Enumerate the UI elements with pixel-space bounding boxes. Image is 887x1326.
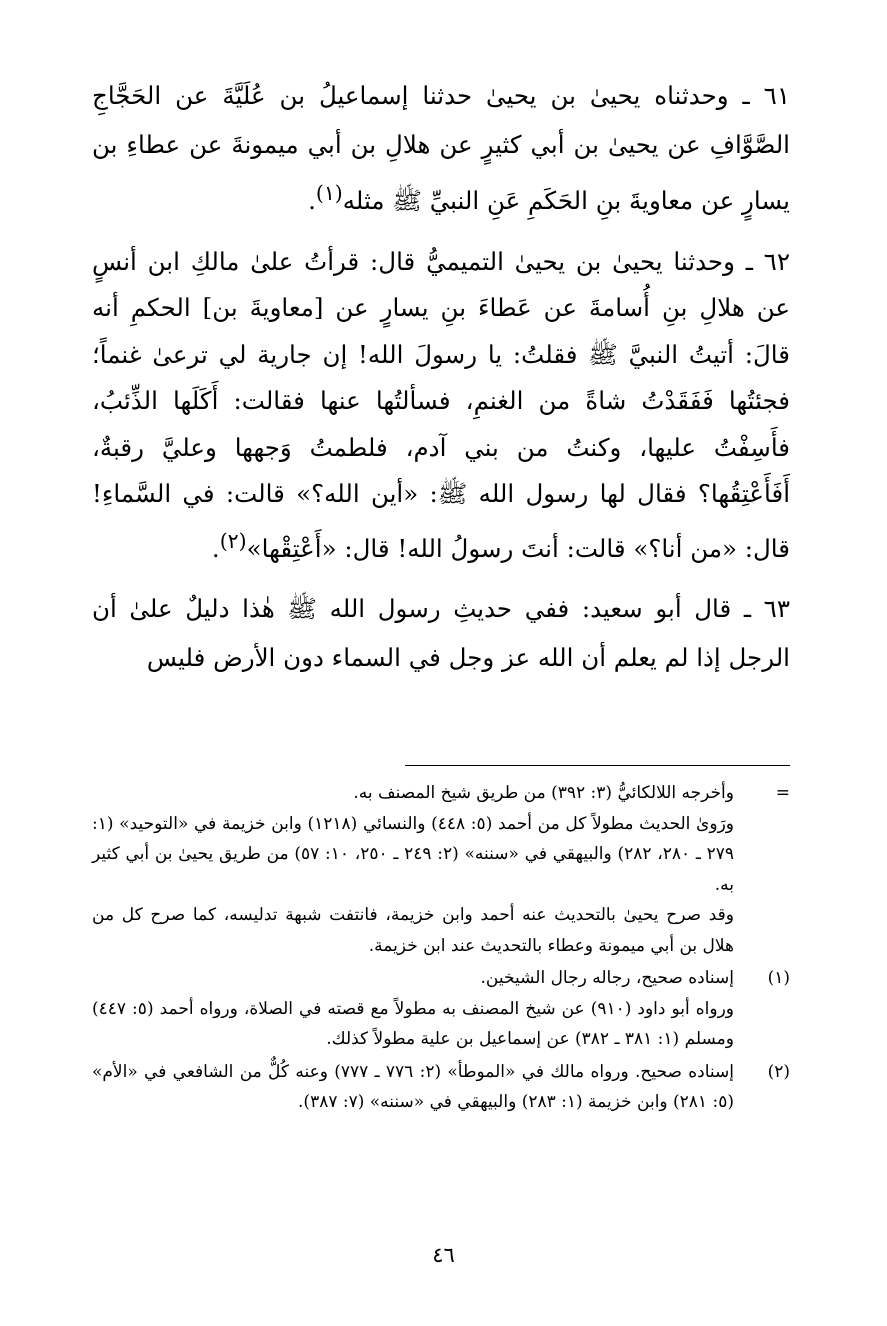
hadith-62-tail: .: [211, 533, 220, 563]
paragraph-63-text: ٦٣ ـ قال أبو سعيد: ففي حديثِ رسول الله ﷺ هٰذا دليلٌ علىٰ أن الرجل إذا لم يعلم أن الله عز وجل في السماء دون الأرض فليس: [92, 594, 790, 672]
footnote-body: [92, 963, 734, 1055]
footnote-line: إسناده صحيح. ورواه مالك في «الموطأ» (٢: ٧٧٦ ـ ٧٧٧) وعنه كُلٌّ من الشافعي في «الأم» (٥: ٢٨١) وابن خزيمة (١: ٢٨٣) والبيهقي في «سننه» (٧: ٣٨٧).: [92, 1061, 734, 1112]
footnote-separator: [405, 765, 790, 766]
footnote-body: [92, 778, 734, 961]
hadith-61: [92, 72, 790, 226]
hadith-62-text: ٦٢ ـ وحدثنا يحيىٰ بن يحيىٰ التميميُّ قال: قرأتُ علىٰ مالكِ ابن أنسٍ عن هلالِ بنِ أُسامةَ عن عَطاءَ بنِ يسارٍ عن [معاويةَ بن] الحكمِ أنه قالَ: أتيتُ النبيَّ ﷺ فقلتُ: يا رسولَ الله! إن جارية لي ترعىٰ غنماً؛ فجئتُها فَفَقَدْتُ شاةً من الغنمِ، فسألتُها عنها فقالت: أَكَلَها الذِّئبُ، فأَسِفْتُ عليها، وكنتُ من بني آدم، فلطمتُ وَجهها وعليَّ رقبةٌ، أَفَأَعْتِقُها؟ فقال لها رسول الله ﷺ: «أين الله؟» قالت: في السَّماءِ! قال: «من أنا؟» قالت: أنتَ رسولُ الله! قال: «أَعْتِقْها»: [92, 246, 790, 563]
footnote-ref-2: (٢): [219, 528, 247, 553]
footnote-marker: (٢): [767, 1061, 790, 1082]
footnote-body: [92, 1057, 734, 1118]
footnote-line: وقد صرح يحيىٰ بالتحديث عنه أحمد وابن خزيمة، فانتفت شبهة تدليسه، كما صرح كل من هلال بن أبي ميمونة وعطاء بالتحديث عند ابن خزيمة.: [92, 905, 734, 956]
footnote-line: ورَوىٰ الحديث مطولاً كل من أحمد (٥: ٤٤٨) والنسائي (١٢١٨) وابن خزيمة في «التوحيد» (١: ٢٧٩ ـ ٢٨٠، ٢٨٢) والبيهقي في «سننه» (٢: ٢٤٩ ـ ٢٥٠، ١٠: ٥٧) من طريق يحيىٰ بن أبي كثير به.: [92, 813, 735, 895]
hadith-61-tail: .: [308, 186, 316, 216]
footnote-2: [92, 1057, 790, 1118]
footnote-marker: =: [775, 783, 790, 803]
hadith-62: [92, 239, 790, 573]
footnote-marker: (١): [767, 968, 790, 988]
page-number: ٤٦: [432, 1243, 455, 1267]
footnote-ref-1: (١): [315, 181, 343, 205]
hadith-61-text: ٦١ ـ وحدثناه يحيىٰ بن يحيىٰ حدثنا إسماعيلُ بن عُلَيَّةَ عن الحَجَّاجِ الصَّوَّافِ عن يحيىٰ بن أبي كثيرٍ عن هلالِ بن أبي ميمونةَ عن عطاءِ بن يسارٍ عن معاويةَ بنِ الحَكَمِ عَنِ النبيِّ ﷺ مثله: [92, 81, 790, 216]
main-text: [92, 72, 790, 695]
footnote-line: إسناده صحيح، رجاله رجال الشيخين.: [480, 968, 734, 988]
footnote-line: وأخرجه اللالكائيُّ (٣: ٣٩٢) من طريق شيخ المصنف به.: [353, 783, 734, 803]
footnotes: [92, 778, 790, 1120]
footnote-1: [92, 963, 790, 1055]
footnote-line: ورواه أبو داود (٩١٠) عن شيخ المصنف به مطولاً مع قصته في الصلاة، ورواه أحمد (٥: ٤٤٧) ومسلم (١: ٣٨١ ـ ٣٨٢) عن إسماعيل بن علية مطولاً كذلك.: [92, 998, 734, 1049]
paragraph-63: [92, 585, 790, 682]
footnote-continuation: [92, 778, 790, 961]
